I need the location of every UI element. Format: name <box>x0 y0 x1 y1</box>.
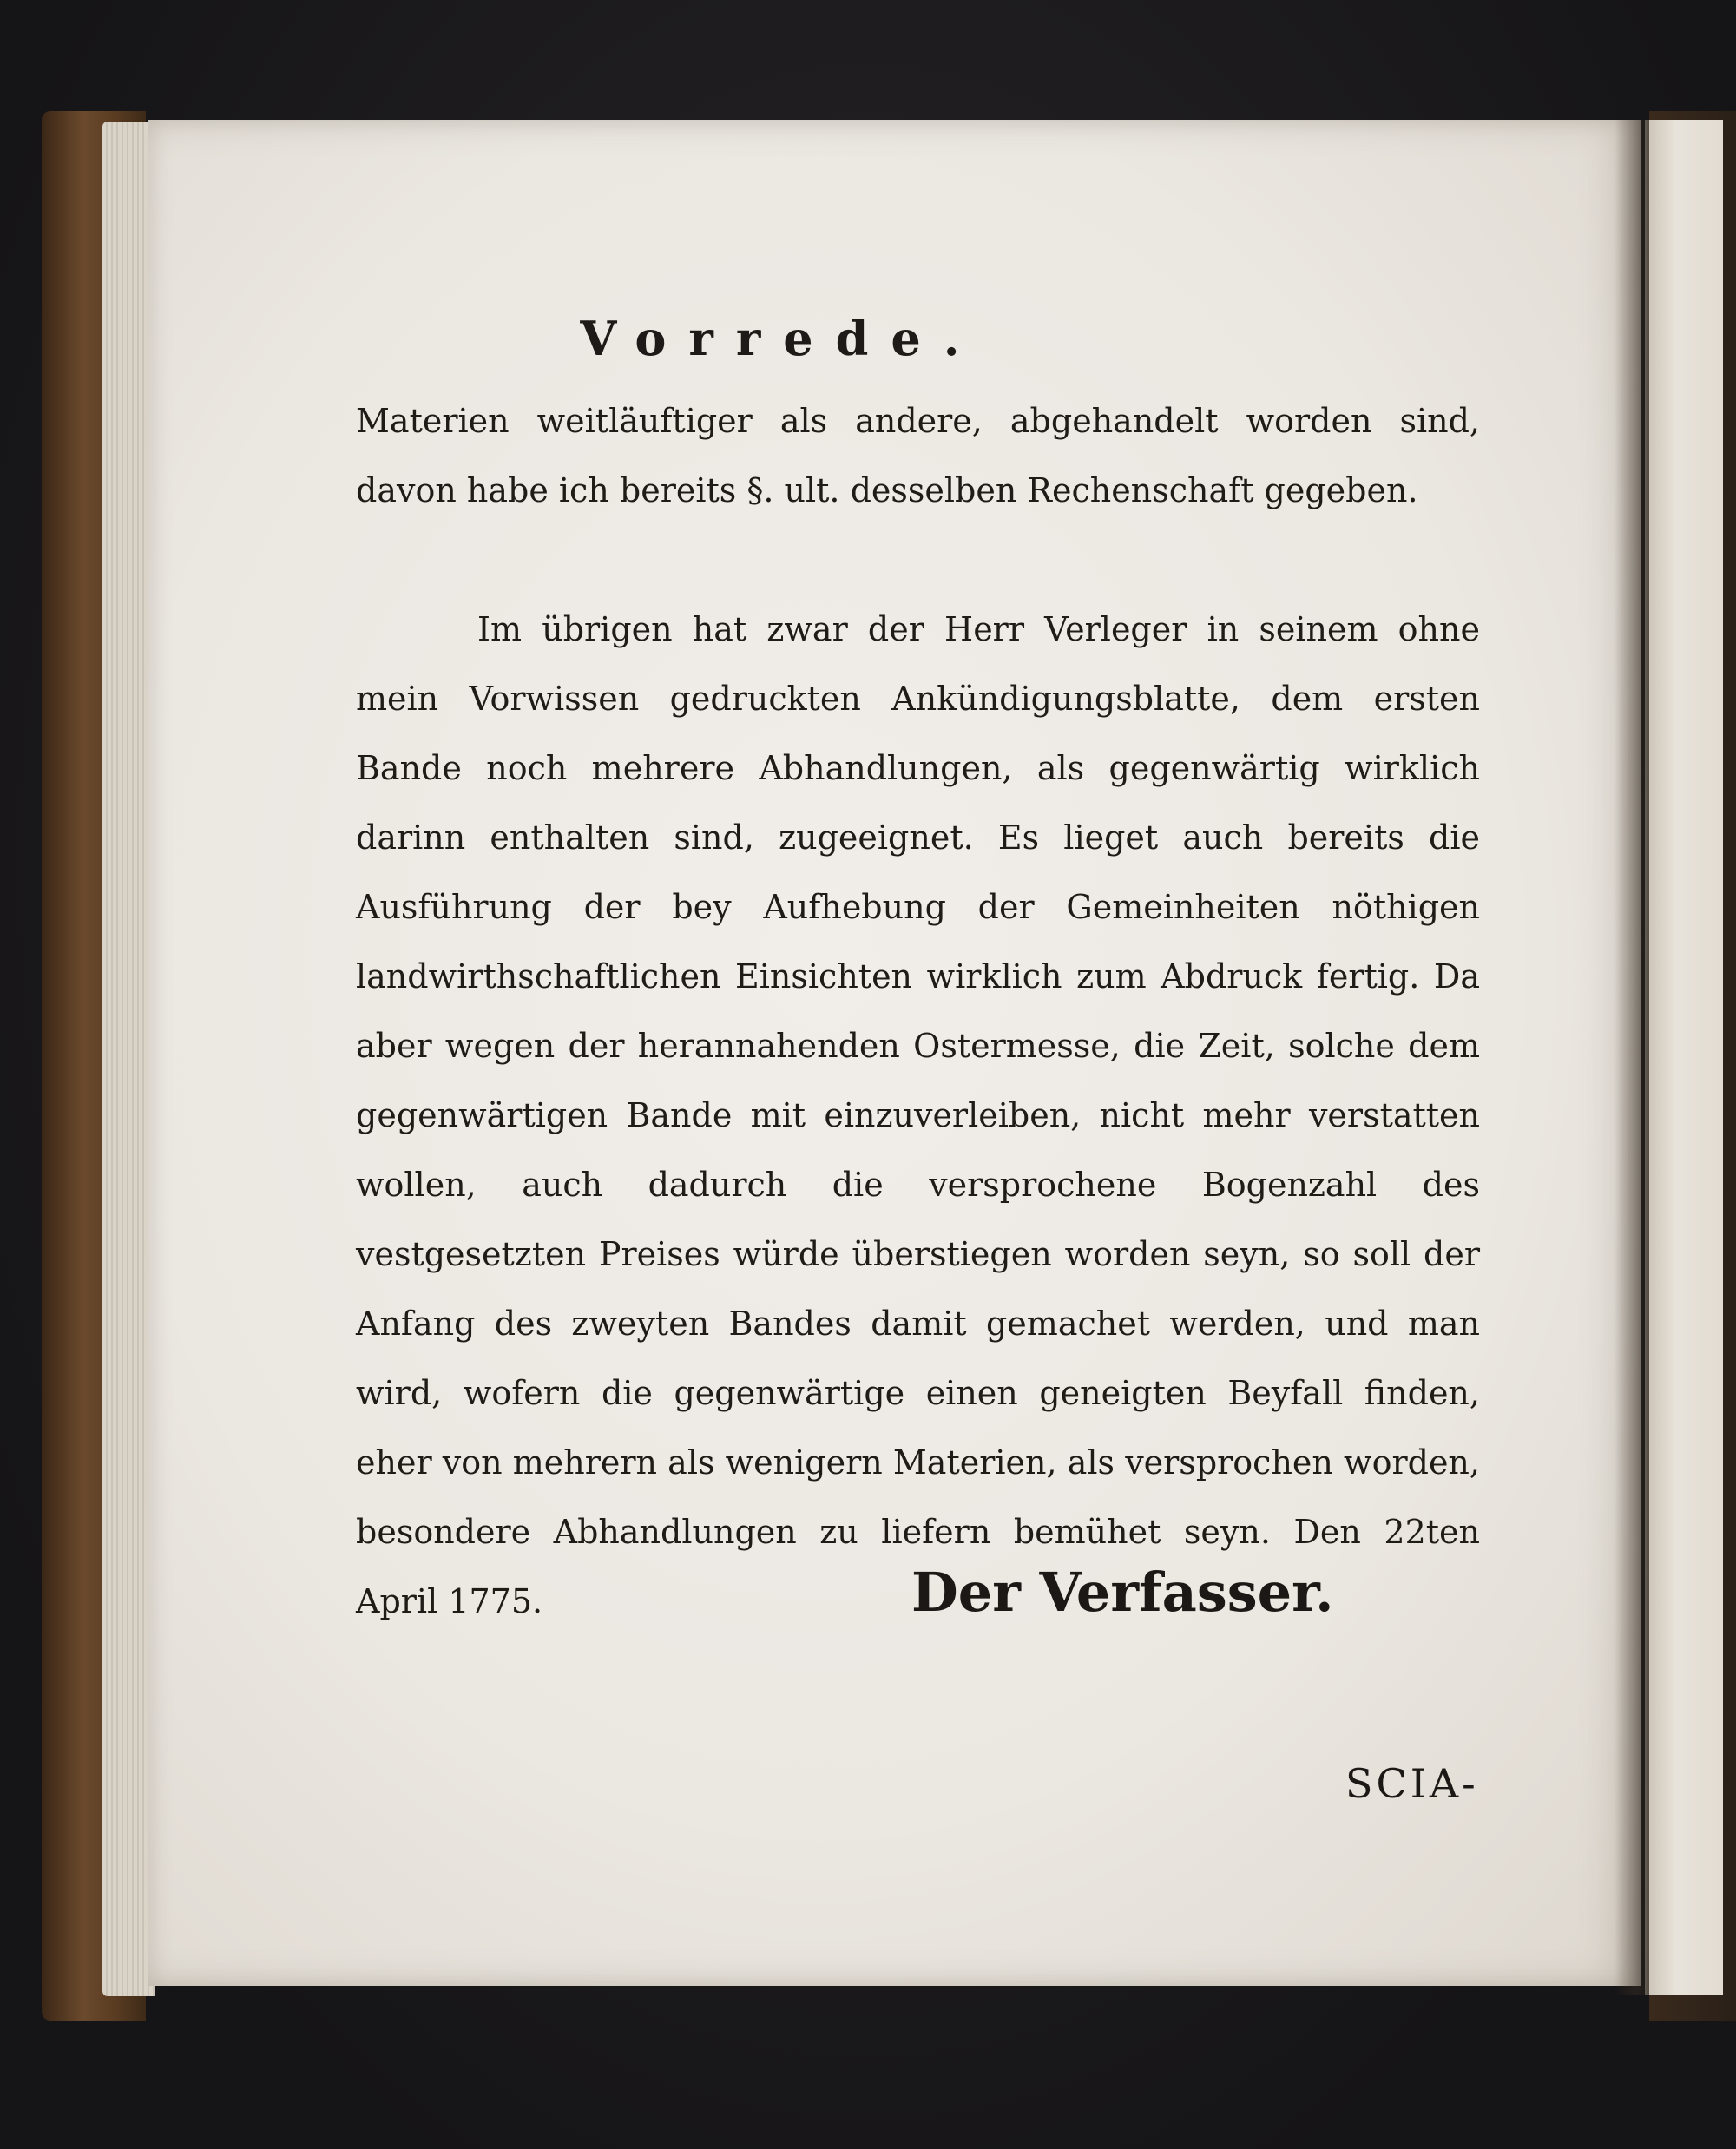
paragraph-2: Im übrigen hat zwar der Herr Verleger in seinem ohne mein Vorwissen gedruckten Ankündigungsblatte, dem ersten Bande noch mehrere Abhandlungen, als gegenwärtig wirklich darinn enthalten sind, zugeeignet. Es lieget auch bereits die Ausführung der bey Aufhebung der Gemeinheiten nöthigen landwirthschaftlichen Einsichten wirklich zum Abdruck fertig. Da aber wegen der herannahenden Ostermesse, die Zeit, solche dem gegenwärtigen Bande mit einzuverleiben, nicht mehr verstatten wollen, auch dadurch die versprochene Bogenzahl des vestgesetzten Preises würde überstiegen worden seyn, so soll der Anfang des zweyten Bandes damit gemachet werden, und man wird, wofern die gegenwärtige einen geneigten Beyfall finden, eher von mehrern als wenigern Materien, als versprochen worden, besondere Abhandlungen zu liefern bemühet seyn. Den 22ten April 1775. <box>356 610 1480 1620</box>
page-gutter-shadow <box>1614 120 1649 1995</box>
page-body <box>356 386 1480 1636</box>
facing-page-edge <box>1645 120 1723 1995</box>
signature: Der Verfasser. <box>911 1561 1334 1624</box>
paragraph-gap <box>356 525 1480 595</box>
catchword: SCIA- <box>1345 1760 1479 1807</box>
running-head: Vorrede. <box>580 311 983 366</box>
paragraph-1: Materien weitläuftiger als andere, abgehandelt worden sind, davon habe ich bereits §. ult. desselben Rechenschaft gegeben. <box>356 402 1480 509</box>
page-edges <box>102 122 155 1996</box>
